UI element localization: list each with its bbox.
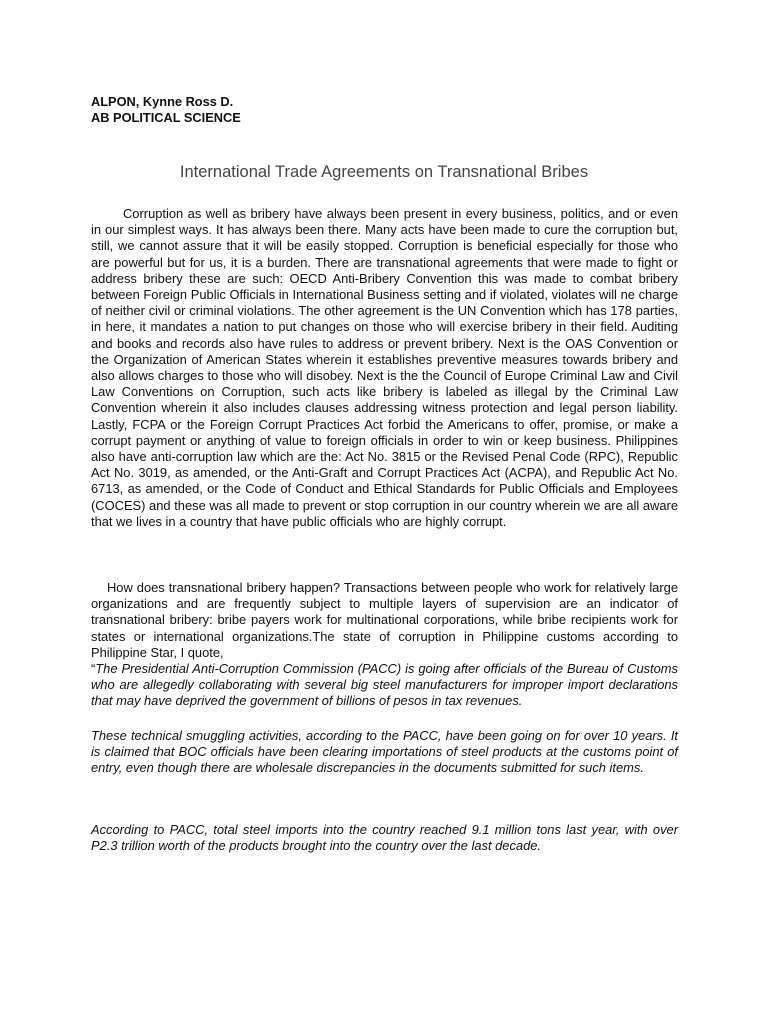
quote-paragraph-pacc (91, 661, 678, 710)
author-header (91, 94, 241, 126)
quote-paragraph-smuggling: These technical smuggling activities, according to the PACC, have been going on for over 10 years. It is claimed that BOC officials have been clearing importations of steel products at the customs point of entry, even though there are wholesale discrepancies in the documents submitted for such items. (91, 728, 678, 776)
paragraph-transnational-bribery (91, 580, 678, 661)
quote-paragraph-steel-imports: According to PACC, total steel imports into the country reached 9.1 million tons last year, with over P2.3 trillion worth of the products brought into the country over the last decade. (91, 822, 678, 854)
author-course: AB POLITICAL SCIENCE (91, 110, 241, 125)
paragraph-text: How does transnational bribery happen? Transactions between people who work for relatively large organizations and are frequently subject to multiple layers of supervision are an indicator of transnational bribery: bribe payers work for multinational corporations, while bribe recipients work for states or international organizations.The state of corruption in Philippine customs according to Philippine Star, I quote, (91, 580, 678, 660)
author-name: ALPON, Kynne Ross D. (91, 94, 234, 109)
paragraph-corruption-overview: Corruption as well as bribery have always been present in every business, politics, and or even in our simplest ways. It has always been there. Many acts have been made to cure the corruption but, still, we cannot assure that it will be easily stopped. Corruption is beneficial especially for those who are powerful but for us, it is a burden. There are transnational agreements that were made to fight or address bribery these are such: OECD Anti-Bribery Convention this was made to combat bribery between Foreign Public Officials in International Business setting and if violated, violates will ne charge of neither civil or criminal violations. The other agreement is the UN Convention which has 178 parties, in here, it mandates a nation to put changes on those who will exercise bribery in their field. Auditing and books and records also have rules to address or prevent bribery. Next is the OAS Convention or the Organization of American States wherein it establishes preventive measures towards bribery and also allows charges to those who will disobey. Next is the the Council of Europe Criminal Law and Civil Law Conventions on Corruption, such acts like bribery is labeled as illegal by the Criminal Law Convention wherein it also includes clauses addressing witness protection and legal person liability. Lastly, FCPA or the Foreign Corrupt Practices Act forbid the Americans to offer, promise, or make a corrupt payment or anything of value to foreign officials in order to win or keep business. Philippines also have anti-corruption law which are the: Act No. 3815 or the Revised Penal Code (RPC), Republic Act No. 3019, as amended, or the Anti-Graft and Corrupt Practices Act (ACPA), and Republic Act No. 6713, as amended, or the Code of Conduct and Ethical Standards for Public Officials and Employees (COCES) and these was all made to prevent or stop corruption in our country wherein we are all aware that we lives in a country that have public officials who are highly corrupt. (91, 206, 678, 529)
document-title: International Trade Agreements on Transnational Bribes (179, 163, 589, 181)
quote-text: The Presidential Anti-Corruption Commission (PACC) is going after officials of the Bureau of Customs who are allegedly collaborating with several big steel manufacturers for improper import declarations that may have deprived the government of billions of pesos in tax revenues. (91, 661, 678, 709)
quote-mark: “ (91, 661, 96, 676)
